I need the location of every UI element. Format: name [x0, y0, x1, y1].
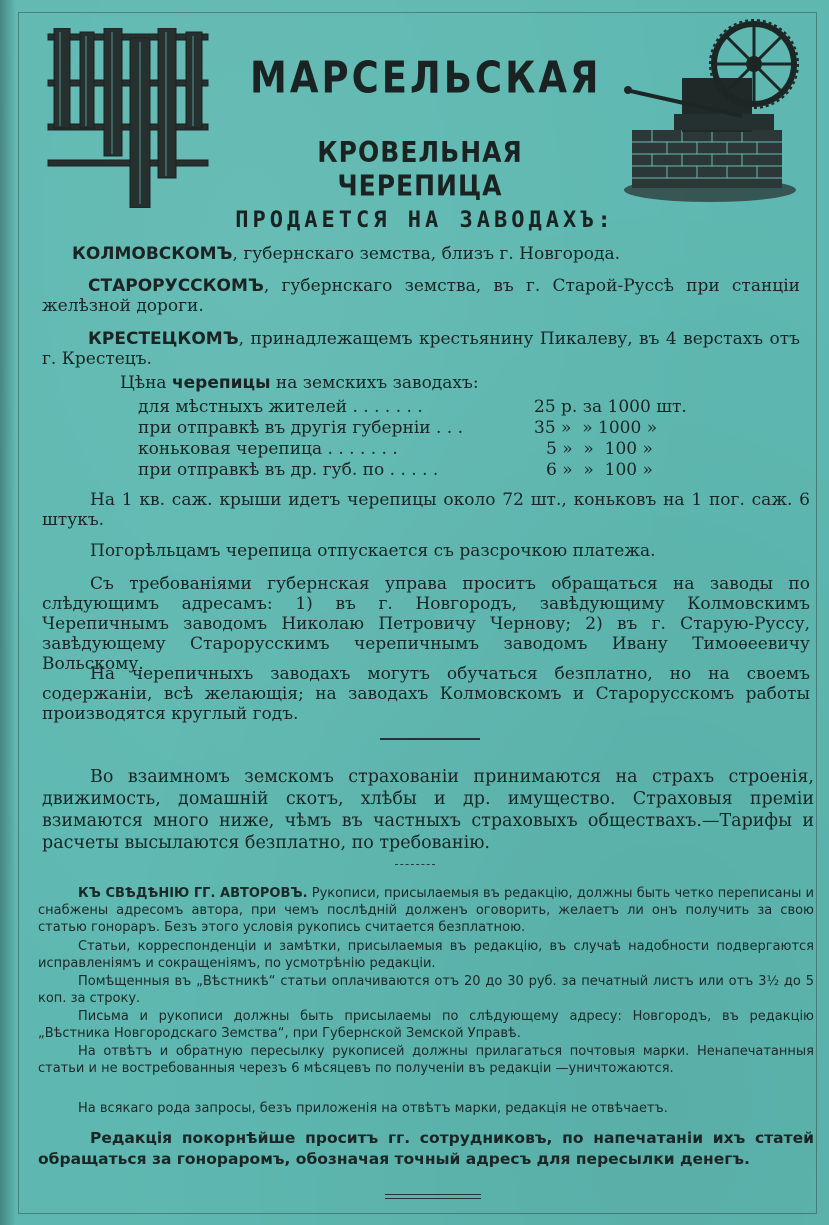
price-row-value: 35 » » 1000 » — [534, 418, 658, 438]
roof-tiles-illustration — [46, 28, 216, 208]
prices-heading — [120, 373, 720, 393]
bottom-divider-1 — [385, 1194, 481, 1195]
prices-heading-a: Цѣна — [120, 373, 172, 393]
price-row-value: 5 » » 100 » — [546, 439, 653, 459]
section-divider — [380, 738, 480, 740]
authors-heading: КЪ СВѢДѢНІЮ ГГ. АВТОРОВЪ. — [78, 886, 308, 901]
insurance-paragraph: Во взаимномъ земскомъ страхованіи принимаются на страхъ строенія, движимость, домашній скотъ, хлѣбы и др. имущество. Страховыя преміи взимаются много ниже, чѣмъ въ частныхъ страховыхъ обществахъ.—Тарифы и расчеты высылаются безплатно, по требованію. — [42, 767, 814, 853]
price-row-value: 25 р. за 1000 шт. — [534, 397, 687, 417]
factory-name: КОЛМОВСКОМЪ — [72, 244, 233, 264]
factory-name: КРЕСТЕЦКОМЪ — [88, 329, 239, 349]
requests-paragraph: Съ требованіями губернская управа проситъ обращаться на заводы по слѣдующимъ адресамъ: 1) въ г. Новгородъ, завѣдующиму Колмовскимъ Черепичнымъ заводомъ Николаю Петровичу Чернову; 2) въ г. Старую-Руссу, завѣдующему Старорусскимъ черепичнымъ заводомъ Ивану Тимоѳеевичу Вольскому. — [42, 574, 810, 674]
authors-text: Рукописи, присылаемыя въ редакцію, должны быть четко переписаны и снабжены адресомъ автора, при чемъ послѣдній долженъ оговорить, желаетъ ли онъ получить за свою статью гонораръ. Безъ этого условія рукопись считается безплатною. — [38, 886, 814, 935]
authors-text: Письма и рукописи должны быть присылаемы по слѣдующему адресу: Новгородъ, въ редакцію „Вѣстника Новгородскаго Земства“, при Губернской Земской Управѣ. — [38, 1009, 814, 1041]
roof-paragraph: На 1 кв. саж. крыши идетъ черепицы около 72 шт., коньковъ на 1 пог. саж. 6 штукъ. — [42, 490, 810, 530]
price-row-label: коньковая черепица . . . . . . . — [138, 439, 398, 459]
prices-heading-c: на земскихъ заводахъ: — [270, 373, 479, 393]
authors-text: На всякаго рода запросы, безъ приложенія на отвѣтъ марки, редакція не отвѣчаетъ. — [78, 1101, 668, 1116]
authors-notice-3 — [38, 973, 814, 1007]
authors-notice-4 — [38, 1008, 814, 1042]
factory-krestetskiy — [42, 329, 800, 369]
factory-text: , губернскаго земства, близъ г. Новгорода. — [232, 244, 621, 264]
factory-text: , губернскаго земства, въ г. Старой-Руссѣ при станціи желѣзной дороги. — [42, 276, 800, 316]
price-row-label: при отправкѣ въ др. губ. по . . . . . — [138, 460, 439, 480]
bottom-divider-2 — [385, 1198, 481, 1199]
title-line-1: МАРСЕЛЬСКАЯ — [250, 52, 602, 103]
title-line-2: КРОВЕЛЬНАЯ ЧЕРЕПИЦА — [317, 135, 523, 203]
factory-starorusskiy — [42, 276, 800, 316]
price-row-label: при отправкѣ въ другія губерніи . . . — [138, 418, 464, 438]
final-notice: Редакція покорнѣйше проситъ гг. сотрудниковъ, по напечатаніи ихъ статей обращаться за гонораромъ, обозначая точный адресъ для пересылки денегъ. — [38, 1129, 814, 1168]
page-edge-shadow — [0, 0, 16, 1225]
authors-notice-2 — [38, 938, 814, 972]
training-paragraph: На черепичныхъ заводахъ могутъ обучаться безплатно, но на своемъ содержаніи, всѣ желающія; на заводахъ Колмовскомъ и Старорусскомъ работы производятся круглый годъ. — [42, 664, 810, 724]
prices-heading-b: черепицы — [171, 373, 271, 393]
factory-text: , принадлежащемъ крестьянину Пикалеву, въ 4 верстахъ отъ г. Крестецъ. — [42, 329, 800, 369]
factory-kolmovo — [72, 244, 778, 264]
authors-text: На отвѣтъ и обратную пересылку рукописей должны прилагаться почтовыя марки. Ненапечатанныя статьи и не востребованныя черезъ 6 мѣсяцевъ по полученіи въ редакціи —уничтожаются. — [38, 1044, 814, 1076]
authors-notice-5 — [38, 1043, 814, 1077]
factory-name: СТАРОРУССКОМЪ — [88, 276, 264, 296]
authors-text: Помѣщенныя въ „Вѣстникѣ“ статьи оплачиваются отъ 20 до 30 руб. за печатный листъ или отъ 3½ до 5 коп. за строку. — [38, 974, 814, 1006]
authors-text: Статьи, корреспонденціи и замѣтки, присылаемыя въ редакцію, въ случаѣ надобности подвергаются исправленіямъ и сокращеніямъ, по усмотрѣнію редакціи. — [38, 939, 814, 971]
authors-notice-6 — [38, 1100, 814, 1117]
fire-victims-paragraph: Погорѣльцамъ черепица отпускается съ разсрочкою платежа. — [90, 541, 656, 561]
small-divider — [395, 864, 435, 865]
authors-notice-1 — [38, 885, 814, 936]
sale-heading: ПРОДАЕТСЯ НА ЗАВОДАХЪ: — [235, 208, 615, 233]
price-row-value: 6 » » 100 » — [546, 460, 653, 480]
tile-press-illustration — [622, 18, 802, 203]
price-row-label: для мѣстныхъ жителей . . . . . . . — [138, 397, 423, 417]
